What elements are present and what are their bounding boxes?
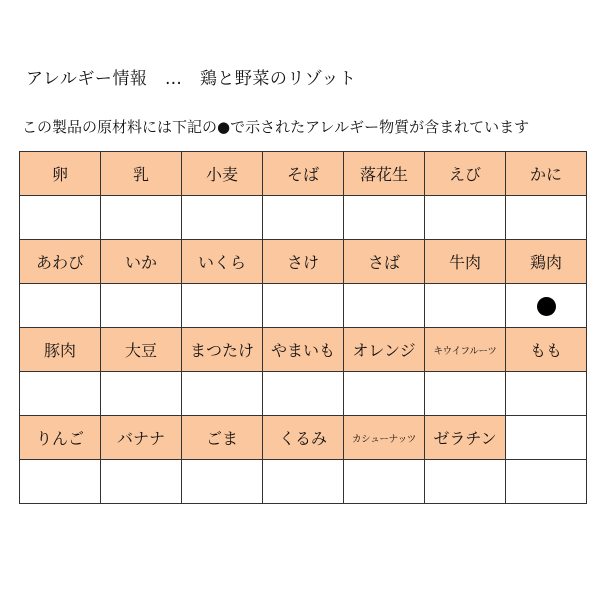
allergen-table	[19, 151, 587, 504]
allergen-mark-cell	[182, 460, 263, 504]
allergen-name-cell: 大豆	[101, 328, 182, 372]
allergen-name-cell: 小麦	[182, 152, 263, 196]
allergen-mark-cell	[101, 284, 182, 328]
allergen-name-cell: くるみ	[263, 416, 344, 460]
allergen-mark-cell	[182, 372, 263, 416]
allergen-name-cell: さば	[344, 240, 425, 284]
allergen-table-body	[20, 152, 587, 504]
allergen-mark-cell	[425, 372, 506, 416]
allergen-mark-cell	[425, 460, 506, 504]
allergen-name-cell: 牛肉	[425, 240, 506, 284]
allergen-name-cell: かに	[506, 152, 587, 196]
allergen-mark-cell	[20, 460, 101, 504]
allergen-mark-cell	[344, 460, 425, 504]
allergen-name-cell: いくら	[182, 240, 263, 284]
allergen-mark-row	[20, 196, 587, 240]
allergen-mark-cell	[344, 284, 425, 328]
page-title: アレルギー情報 … 鶏と野菜のリゾット	[26, 69, 357, 89]
allergen-mark-cell	[506, 460, 587, 504]
allergen-mark-cell	[101, 196, 182, 240]
allergen-mark-row	[20, 460, 587, 504]
allergen-name-cell: いか	[101, 240, 182, 284]
allergen-mark-cell	[344, 372, 425, 416]
allergen-name-cell: さけ	[263, 240, 344, 284]
allergen-mark-row	[20, 284, 587, 328]
allergen-mark-cell	[182, 196, 263, 240]
allergen-mark-cell	[263, 284, 344, 328]
allergen-mark-cell	[344, 196, 425, 240]
allergen-name-cell: カシューナッツ	[344, 416, 425, 460]
allergen-mark-row	[20, 372, 587, 416]
allergen-mark-cell	[263, 460, 344, 504]
allergen-name-cell: 乳	[101, 152, 182, 196]
allergen-mark-cell	[263, 372, 344, 416]
allergen-name-cell: 落花生	[344, 152, 425, 196]
allergen-name-row	[20, 152, 587, 196]
allergen-name-cell: ごま	[182, 416, 263, 460]
allergen-name-cell: えび	[425, 152, 506, 196]
allergen-mark-cell	[101, 372, 182, 416]
allergen-name-cell: 卵	[20, 152, 101, 196]
allergen-mark-cell	[20, 196, 101, 240]
allergen-name-cell: あわび	[20, 240, 101, 284]
allergen-name-cell: りんご	[20, 416, 101, 460]
allergen-mark-cell	[263, 196, 344, 240]
allergen-name-cell: ゼラチン	[425, 416, 506, 460]
allergen-name-cell: キウイフルーツ	[425, 328, 506, 372]
contains-dot-icon	[537, 297, 556, 316]
allergen-mark-cell	[182, 284, 263, 328]
allergen-notice: この製品の原材料には下記の●で示されたアレルギー物質が含まれています	[22, 118, 530, 136]
allergen-name-cell: まつたけ	[182, 328, 263, 372]
allergen-mark-cell	[425, 284, 506, 328]
allergen-name-cell: 豚肉	[20, 328, 101, 372]
allergen-mark-cell	[20, 284, 101, 328]
allergen-mark-cell	[20, 372, 101, 416]
allergen-name-cell: 鶏肉	[506, 240, 587, 284]
allergen-name-row	[20, 416, 587, 460]
allergen-mark-cell	[425, 196, 506, 240]
allergen-name-cell: やまいも	[263, 328, 344, 372]
allergen-mark-cell	[101, 460, 182, 504]
allergen-mark-cell	[506, 284, 587, 328]
allergen-name-row	[20, 328, 587, 372]
allergen-mark-cell	[506, 196, 587, 240]
allergen-name-cell: オレンジ	[344, 328, 425, 372]
allergen-name-cell: バナナ	[101, 416, 182, 460]
allergen-name-cell: もも	[506, 328, 587, 372]
allergen-mark-cell	[506, 372, 587, 416]
allergen-name-cell	[506, 416, 587, 460]
allergen-name-cell: そば	[263, 152, 344, 196]
allergen-name-row	[20, 240, 587, 284]
